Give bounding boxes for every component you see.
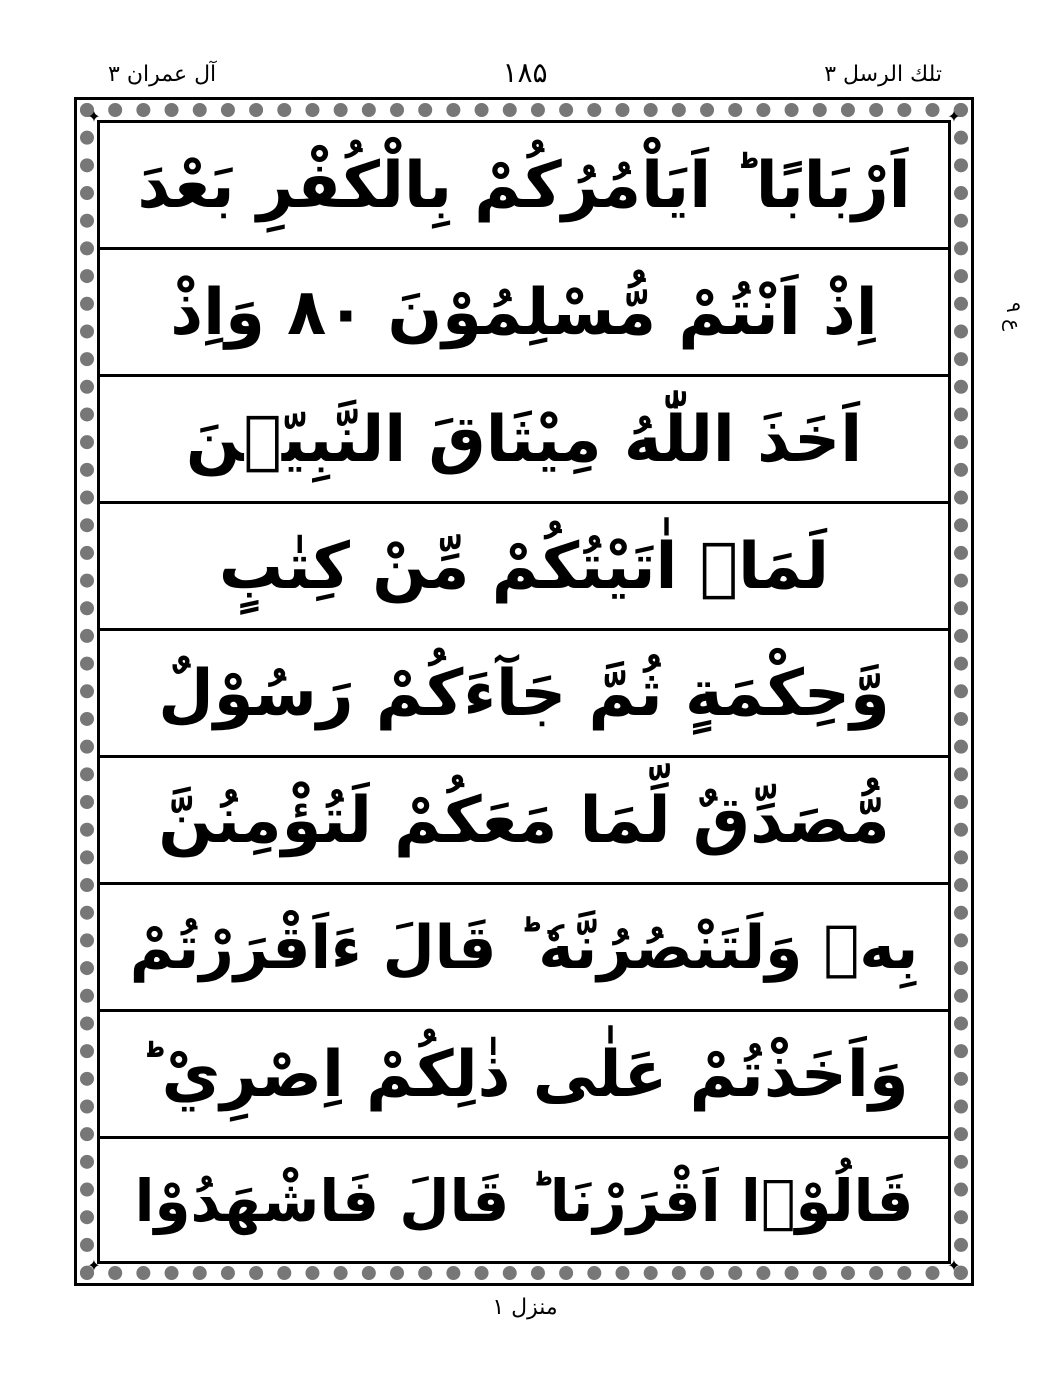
corner-ornament-icon: ✦ xyxy=(947,1256,961,1275)
corner-ornament-icon: ✦ xyxy=(87,1256,101,1275)
corner-ornament-icon: ✦ xyxy=(947,107,961,126)
verse-line-5 xyxy=(97,632,951,758)
manzil-label: منزل ۱ xyxy=(492,1295,558,1320)
corner-ornament-icon: ✦ xyxy=(87,107,101,126)
verse-line-text: قَالُوْۤا اَقْرَرْنَا ؕ قَالَ فَاشْهَدُوْا xyxy=(134,1167,914,1235)
verse-line-9 xyxy=(97,1140,951,1262)
verse-line-text: بِهٖ وَلَتَنْصُرُنَّهٗ ؕ قَالَ ءَاَقْرَرْتُمْ xyxy=(129,912,919,983)
ruku-marker: ع ۹ xyxy=(1002,302,1026,332)
verse-line-text: مُّصَدِّقٌ لِّمَا مَعَكُمْ لَتُؤْمِنُنَّ xyxy=(158,783,890,858)
verse-line-text: وَاَخَذْتُمْ عَلٰى ذٰلِكُمْ اِصْرِيْ ؕ xyxy=(139,1037,909,1112)
verse-line-text: وَّحِكْمَةٍ ثُمَّ جَآءَكُمْ رَسُوْلٌ xyxy=(158,656,890,731)
verse-line-text: اِذْ اَنْتُمْ مُّسْلِمُوْنَ ۸۰ وَاِذْ xyxy=(170,275,878,350)
verse-line-4 xyxy=(97,505,951,631)
verse-line-2 xyxy=(97,251,951,377)
verse-line-text: اَرْبَابًا ؕ اَيَاْمُرُكُمْ بِالْكُفْرِ بَعْدَ xyxy=(137,148,911,223)
verse-line-3 xyxy=(97,378,951,504)
verse-line-7 xyxy=(97,886,951,1012)
page-number: ۱۸۵ xyxy=(502,56,548,89)
verse-line-1 xyxy=(97,124,951,250)
juz-name: تلك الرسل ۳ xyxy=(824,62,942,87)
verse-line-6 xyxy=(97,759,951,885)
surah-name: آل عمران ۳ xyxy=(108,62,217,87)
verse-line-text: لَمَاۤ اٰتَيْتُكُمْ مِّنْ كِتٰبٍ xyxy=(218,529,830,604)
verse-line-8 xyxy=(97,1013,951,1139)
verse-line-text: اَخَذَ اللّٰهُ مِيْثَاقَ النَّبِيّٖنَ xyxy=(185,402,863,477)
